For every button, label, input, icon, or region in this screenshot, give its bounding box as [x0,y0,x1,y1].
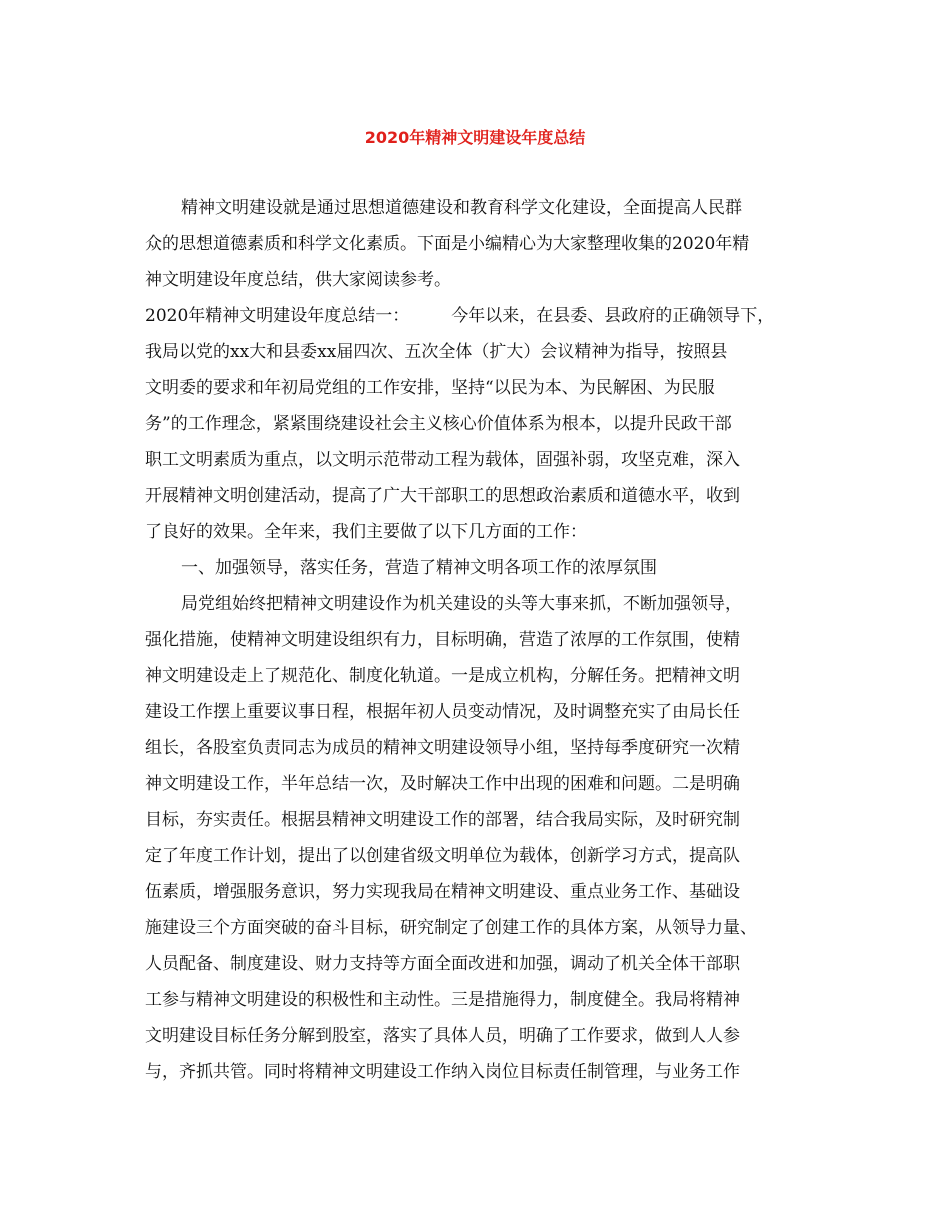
paragraph-line: 文明委的要求和年初局党组的工作安排，坚持“以民为本、为民解困、为民服 [145,378,715,398]
paragraph-line: 人员配备、制度建设、财力支持等方面全面改进和加强，调动了机关全体干部职 [145,954,740,974]
document-body [145,190,810,1090]
paragraph-line: 精神文明建设就是通过思想道德建设和教育科学文化建设，全面提高人民群 [181,198,742,218]
paragraph-line: 目标，夯实责任。根据县精神文明建设工作的部署，结合我局实际，及时研究制 [145,810,740,830]
paragraph-line: 神文明建设工作，半年总结一次，及时解决工作中出现的困难和问题。二是明确 [145,774,740,794]
paragraph-line: 务”的工作理念，紧紧围绕建设社会主义核心价值体系为根本，以提升民政干部 [145,414,732,434]
paragraph-line: 强化措施，使精神文明建设组织有力，目标明确，营造了浓厚的工作氛围，使精 [145,630,740,650]
paragraph-text: 今年以来，在县委、县政府的正确领导下， [451,306,775,326]
paragraph-line: 局党组始终把精神文明建设作为机关建设的头等大事来抓，不断加强领导， [181,594,742,614]
paragraph-line: 建设工作摆上重要议事日程，根据年初人员变动情况，及时调整充实了由局长任 [145,702,740,722]
paragraph-line: 与，齐抓共管。同时将精神文明建设工作纳入岗位目标责任制管理，与业务工作 [145,1062,740,1082]
paragraph-line: 定了年度工作计划，提出了以创建省级文明单位为载体，创新学习方式，提高队 [145,846,740,866]
section-heading: 2020年精神文明建设年度总结一： [145,306,410,326]
paragraph-line: 工参与精神文明建设的积极性和主动性。三是措施得力，制度健全。我局将精神 [145,990,740,1010]
document-title: 2020年精神文明建设年度总结 [364,128,586,147]
paragraph-line: 开展精神文明创建活动，提高了广大干部职工的思想政治素质和道德水平，收到 [145,486,740,506]
paragraph-line: 施建设三个方面突破的奋斗目标，研究制定了创建工作的具体方案，从领导力量、 [145,918,757,938]
paragraph-line: 了良好的效果。全年来，我们主要做了以下几方面的工作： [145,522,587,542]
paragraph-line: 文明建设目标任务分解到股室，落实了具体人员，明确了工作要求，做到人人参 [145,1026,740,1046]
paragraph-line: 组长，各股室负责同志为成员的精神文明建设领导小组，坚持每季度研究一次精 [145,738,740,758]
section-subheading: 一、加强领导，落实任务，营造了精神文明各项工作的浓厚氛围 [181,558,657,578]
paragraph-line: 神文明建设年度总结，供大家阅读参考。 [145,270,451,290]
paragraph-line: 职工文明素质为重点，以文明示范带动工程为载体，固强补弱，攻坚克难，深入 [145,450,740,470]
paragraph-line: 我局以党的xx大和县委xx届四次、五次全体（扩大）会议精神为指导，按照县 [145,342,728,362]
section-heading-line [145,298,810,334]
paragraph-line: 神文明建设走上了规范化、制度化轨道。一是成立机构，分解任务。把精神文明 [145,666,740,686]
paragraph-line: 伍素质，增强服务意识，努力实现我局在精神文明建设、重点业务工作、基础设 [145,882,740,902]
paragraph-line: 众的思想道德素质和科学文化素质。下面是小编精心为大家整理收集的2020年精 [145,234,750,254]
